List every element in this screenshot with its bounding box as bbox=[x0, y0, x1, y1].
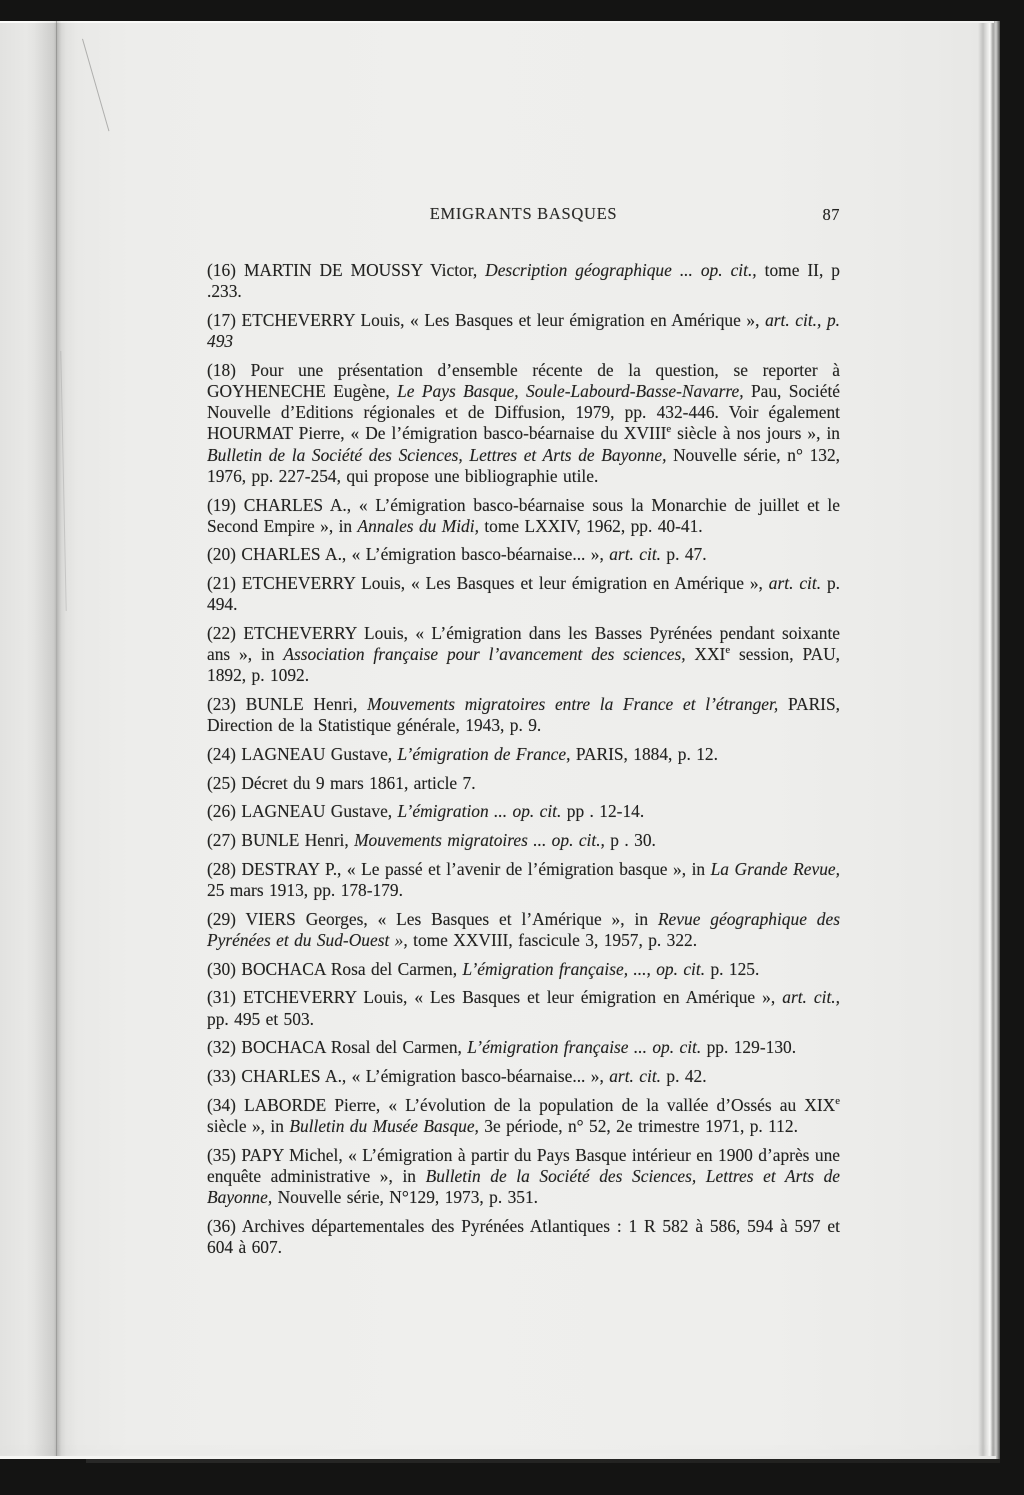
footnote: (27) BUNLE Henri, Mouvements migratoires ... op. cit., p . 30. bbox=[207, 830, 656, 851]
footnote: (25) Décret du 9 mars 1861, article 7. bbox=[207, 772, 476, 793]
footnote: (26) LAGNEAU Gustave, L’émigration ... op. cit. pp . 12-14. bbox=[207, 801, 645, 822]
footnote: (17) ETCHEVERRY Louis, « Les Basques et leur émigration en Amérique », art. cit., p. 493 bbox=[207, 309, 840, 352]
footnote: (28) DESTRAY P., « Le passé et l’avenir de l’émigration basque », in La Grande Revue, 25 mars 1913, pp. 178-179. bbox=[207, 858, 840, 901]
paper-scratch bbox=[82, 39, 109, 132]
footnote: (21) ETCHEVERRY Louis, « Les Basques et leur émigration en Amérique », art. cit. p. 494. bbox=[207, 573, 841, 615]
footnote: (23) BUNLE Henri, Mouvements migratoires entre la France et l’étranger, PARIS, Direction de la Statistique générale, 1943, p. 9. bbox=[207, 694, 840, 736]
book-page bbox=[0, 21, 1000, 1459]
footnote: (30) BOCHACA Rosa del Carmen, L’émigration française, ..., op. cit. p. 125. bbox=[207, 958, 760, 979]
running-title: EMIGRANTS BASQUES bbox=[429, 204, 618, 223]
footnote: (31) ETCHEVERRY Louis, « Les Basques et leur émigration en Amérique », art. cit., pp. 495 et 503. bbox=[207, 987, 840, 1029]
footnote: (36) Archives départementales des Pyrénées Atlantiques : 1 R 582 à 586, 594 à 597 et 604 à 607. bbox=[207, 1215, 840, 1257]
page-number: 87 bbox=[822, 205, 840, 224]
footnotes-list bbox=[207, 260, 840, 1258]
page-header bbox=[207, 204, 840, 224]
footnote: (35) PAPY Michel, « L’émigration à partir du Pays Basque intérieur en 1900 d’après une enquête administrative », in Bulletin de la Société des Sciences, Lettres et Arts de Bayonne, Nouvelle série, N°129, 1973, p. 351. bbox=[207, 1144, 840, 1208]
footnote: (19) CHARLES A., « L’émigration basco-béarnaise sous la Monarchie de juillet et le Second Empire », in Annales du Midi, tome LXXIV, 1962, pp. 40-41. bbox=[207, 494, 840, 536]
page-stack-bottom-edge bbox=[86, 1459, 1000, 1463]
footnote: (20) CHARLES A., « L’émigration basco-béarnaise... », art. cit. p. 47. bbox=[207, 544, 707, 565]
footnote: (33) CHARLES A., « L’émigration basco-béarnaise... », art. cit. p. 42. bbox=[207, 1066, 707, 1086]
footnote: (29) VIERS Georges, « Les Basques et l’Amérique », in Revue géographique des Pyrénées et du Sud-Ouest », tome XXVIII, fascicule 3, 1957, p. 322. bbox=[207, 908, 840, 950]
page-crease bbox=[56, 21, 57, 1457]
footnote: (16) MARTIN DE MOUSSY Victor, Description géographique ... op. cit., tome II, p .233. bbox=[207, 260, 840, 302]
footnote: (18) Pour une présentation d’ensemble récente de la question, se reporter à GOYHENECHE Eugène, Le Pays Basque, Soule-Labourd-Basse-Navarre, Pau, Société Nouvelle d’Editions régionales et de Diffusion, 1979, pp. 432-446. Voir également HOURMAT Pierre, « De l’émigration basco-béarnaise du XVIIIe siècle à nos jours », in Bulletin de la Société des Sciences, Lettres et Arts de Bayonne, Nouvelle série, n° 132, 1976, pp. 227-254, qui propose une bibliographie utile. bbox=[207, 359, 840, 486]
page-content bbox=[207, 204, 840, 1266]
footnote: (24) LAGNEAU Gustave, L’émigration de France, PARIS, 1884, p. 12. bbox=[207, 744, 718, 765]
footnote: (34) LABORDE Pierre, « L’évolution de la population de la vallée d’Ossés au XIXe siècle », in Bulletin du Musée Basque, 3e période, n° 52, 2e trimestre 1971, p. 112. bbox=[207, 1094, 840, 1136]
footnote: (22) ETCHEVERRY Louis, « L’émigration dans les Basses Pyrénées pendant soixante ans », in Association française pour l’avancement des sciences, XXIe session, PAU, 1892, p. 1092. bbox=[207, 623, 840, 686]
footnote: (32) BOCHACA Rosal del Carmen, L’émigration française ... op. cit. pp. 129-130. bbox=[207, 1037, 797, 1058]
